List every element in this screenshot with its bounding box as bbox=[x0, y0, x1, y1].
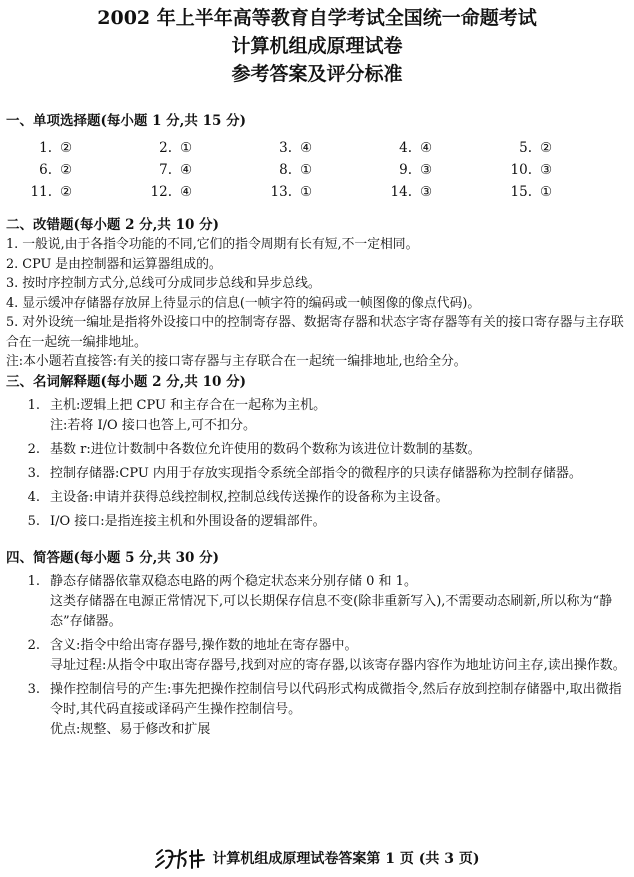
question-number: 11. bbox=[30, 184, 52, 200]
short-answer-item bbox=[6, 680, 628, 740]
answer-row bbox=[12, 159, 628, 181]
answer-index: 2. bbox=[27, 637, 40, 653]
question-number: 5. bbox=[519, 140, 532, 156]
answer-choice: ③ bbox=[420, 162, 433, 178]
question-number: 1. bbox=[39, 140, 52, 156]
question-number: 3. bbox=[279, 140, 292, 156]
term-definition: 基数 r:进位计数制中各数位允许使用的数码个数称为该进位计数制的基数。 bbox=[50, 441, 481, 457]
answer-index: 1. bbox=[27, 573, 40, 589]
answer-line: 静态存储器依靠双稳态电路的两个稳定状态来分别存储 0 和 1。 bbox=[50, 573, 417, 589]
footer-page-label: 计算机组成原理试卷答案第 1 页 (共 3 页) bbox=[212, 851, 480, 867]
answer-choice: ④ bbox=[180, 162, 193, 178]
question-number: 8. bbox=[279, 162, 292, 178]
answer-choice: ① bbox=[180, 140, 193, 156]
answer-cell bbox=[12, 181, 132, 203]
answer-row bbox=[12, 181, 628, 203]
answer-choice: ④ bbox=[180, 184, 193, 200]
answer-choice: ① bbox=[300, 184, 313, 200]
answer-line: 操作控制信号的产生:事先把操作控制信号以代码形式构成微指令,然后存放到控制存储器中,取出微指令时,其代码直接或译码产生操作控制信号。 bbox=[50, 681, 622, 717]
question-number: 6. bbox=[39, 162, 52, 178]
answer-line: 寻址过程:从指令中取出寄存器号,找到对应的寄存器,以该寄存器内容作为地址访问主存,读出操作数。 bbox=[50, 657, 626, 673]
answer-cell bbox=[372, 159, 492, 181]
term-index: 5. bbox=[27, 513, 40, 529]
question-number: 13. bbox=[270, 184, 292, 200]
short-answer-item bbox=[6, 636, 628, 676]
answer-choice: ③ bbox=[540, 162, 553, 178]
answer-choice: ① bbox=[300, 162, 313, 178]
answer-cell bbox=[12, 137, 132, 159]
handwritten-signature bbox=[154, 846, 208, 870]
answer-cell bbox=[132, 159, 252, 181]
correction-note: 注:本小题若直接答:有关的接口寄存器与主存联合在一起统一编排地址,也给全分。 bbox=[6, 354, 467, 369]
answer-choice: ② bbox=[60, 140, 73, 156]
term-index: 1. bbox=[27, 397, 40, 413]
short-answer-item bbox=[6, 572, 628, 632]
section4-heading: 四、简答题(每小题 5 分,共 30 分) bbox=[6, 549, 219, 566]
answer-choice: ④ bbox=[420, 140, 433, 156]
answer-line: 这类存储器在电源正常情况下,可以长期保存信息不变(除非重新写入),不需要动态刷新,所以称为“静态”存储器。 bbox=[50, 593, 613, 629]
answer-cell bbox=[372, 137, 492, 159]
answer-cell bbox=[132, 137, 252, 159]
answer-cell bbox=[492, 181, 612, 203]
term-item bbox=[6, 488, 628, 508]
answer-cell bbox=[372, 181, 492, 203]
question-number: 10. bbox=[510, 162, 532, 178]
term-definition: 主设备:申请并获得总线控制权,控制总线传送操作的设备称为主设备。 bbox=[50, 489, 449, 505]
question-number: 7. bbox=[159, 162, 172, 178]
correction-item: 1. 一般说,由于各指令功能的不同,它们的指令周期有长有短,不一定相同。 bbox=[6, 237, 419, 252]
term-definition: 主机:逻辑上把 CPU 和主存合在一起称为主机。 bbox=[50, 397, 327, 413]
term-index: 2. bbox=[27, 441, 40, 457]
choice-answers-grid bbox=[12, 137, 628, 203]
answer-choice: ③ bbox=[420, 184, 433, 200]
term-definition: 控制存储器:CPU 内用于存放实现指令系统全部指令的微程序的只读存储器称为控制存储器。 bbox=[50, 465, 582, 481]
term-note: 注:若将 I/O 接口也答上,可不扣分。 bbox=[50, 417, 256, 433]
answer-key-title: 参考答案及评分标准 bbox=[231, 63, 403, 85]
term-item bbox=[6, 440, 628, 460]
question-number: 14. bbox=[390, 184, 412, 200]
question-number: 12. bbox=[150, 184, 172, 200]
question-number: 4. bbox=[399, 140, 412, 156]
answer-line: 含义:指令中给出寄存器号,操作数的地址在寄存器中。 bbox=[50, 637, 358, 653]
term-definition: I/O 接口:是指连接主机和外围设备的逻辑部件。 bbox=[50, 513, 326, 529]
answer-cell bbox=[492, 159, 612, 181]
question-number: 2. bbox=[159, 140, 172, 156]
term-index: 3. bbox=[27, 465, 40, 481]
correction-item: 2. CPU 是由控制器和运算器组成的。 bbox=[6, 256, 222, 272]
term-index: 4. bbox=[27, 489, 40, 505]
term-item bbox=[6, 396, 628, 436]
correction-item: 5. 对外设统一编址是指将外设接口中的控制寄存器、数据寄存器和状态字寄存器等有关的接口寄存器与主存联合在一起统一编排地址。 bbox=[6, 315, 624, 350]
answer-choice: ② bbox=[540, 140, 553, 156]
term-item bbox=[6, 512, 628, 532]
answer-choice: ① bbox=[540, 184, 553, 200]
exam-title: 2002 年上半年高等教育自学考试全国统一命题考试 bbox=[97, 7, 537, 29]
answer-row bbox=[12, 137, 628, 159]
section2-heading: 二、改错题(每小题 2 分,共 10 分) bbox=[6, 217, 219, 233]
answer-choice: ② bbox=[60, 184, 73, 200]
answer-line: 优点:规整、易于修改和扩展 bbox=[50, 721, 211, 737]
answer-cell bbox=[252, 181, 372, 203]
question-number: 15. bbox=[510, 184, 532, 200]
page-footer bbox=[0, 846, 634, 870]
question-number: 9. bbox=[399, 162, 412, 178]
paper-title: 计算机组成原理试卷 bbox=[231, 35, 403, 57]
answer-cell bbox=[252, 159, 372, 181]
answer-choice: ④ bbox=[300, 140, 313, 156]
answer-index: 3. bbox=[27, 681, 40, 697]
answer-choice: ② bbox=[60, 162, 73, 178]
answer-cell bbox=[492, 137, 612, 159]
section1-heading: 一、单项选择题(每小题 1 分,共 15 分) bbox=[6, 113, 246, 129]
term-item bbox=[6, 464, 628, 484]
answer-cell bbox=[132, 181, 252, 203]
correction-item: 4. 显示缓冲存储器存放屏上待显示的信息(一帧字符的编码或一帧图像的像点代码)。 bbox=[6, 295, 481, 311]
answer-cell bbox=[252, 137, 372, 159]
section3-heading: 三、名词解释题(每小题 2 分,共 10 分) bbox=[6, 373, 246, 390]
correction-item: 3. 按时序控制方式分,总线可分成同步总线和异步总线。 bbox=[6, 276, 321, 291]
answer-cell bbox=[12, 159, 132, 181]
